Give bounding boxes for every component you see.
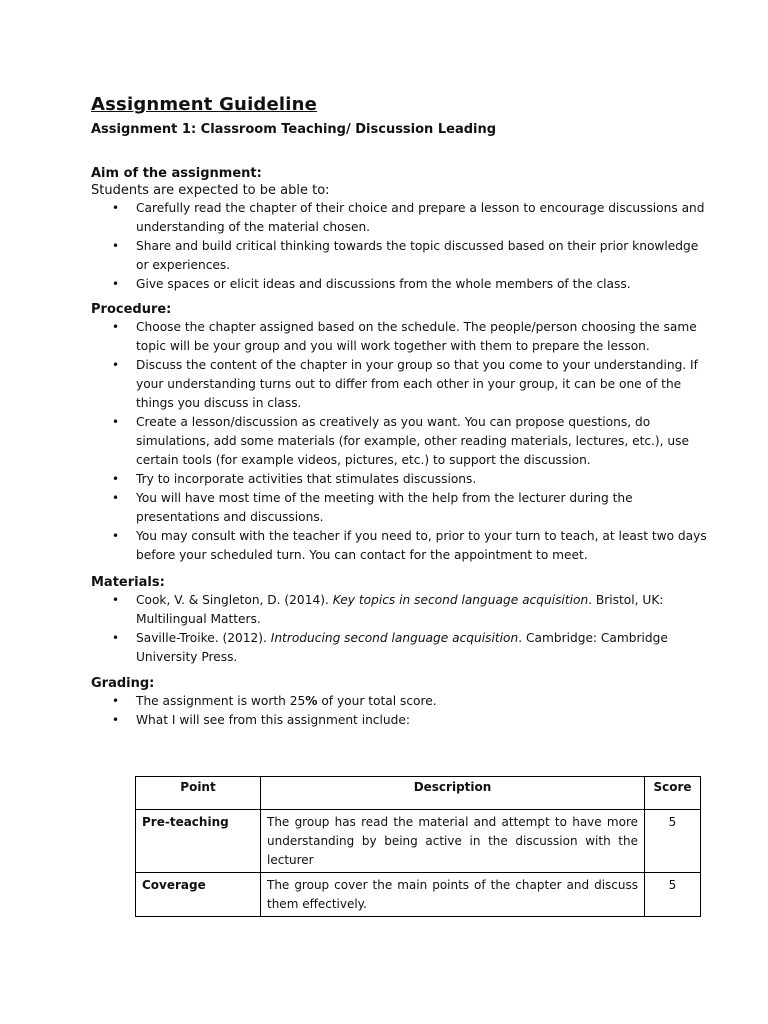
- reference-item: [91, 591, 708, 629]
- procedure-item: • Create a lesson/discussion as creatively as you want. You can propose questions, do simulations, add some materials (for example, other reading materials, lectures, etc.), use certain tools (for example videos, pictures, etc.) to support the discussion.: [91, 413, 708, 470]
- procedure-heading: Procedure:: [91, 302, 172, 317]
- grading-heading: Grading:: [91, 676, 155, 691]
- reference-publisher: . Cambridge: Cambridge University Press.: [136, 631, 668, 664]
- procedure-item: • Discuss the content of the chapter in your group so that you come to your understanding. If your understanding turns out to differ from each other in your group, it can be one of the things you discuss in class.: [91, 356, 708, 413]
- table-row: [136, 873, 701, 917]
- reference-item: [91, 629, 708, 667]
- point-column-header: Point: [136, 777, 261, 810]
- description-cell: The group has read the material and attempt to have more understanding by being active in the discussion with the lecturer: [261, 810, 645, 873]
- rubric-header-row: [136, 777, 701, 810]
- description-column-header: Description: [261, 777, 645, 810]
- reference-authors: Saville-Troike. (2012).: [136, 631, 271, 645]
- materials-list: [91, 591, 708, 667]
- procedure-section: [91, 301, 708, 565]
- table-row: [136, 810, 701, 873]
- procedure-item: • Choose the chapter assigned based on the schedule. The people/person choosing the same topic will be your group and you will work together with them to prepare the lesson.: [91, 318, 708, 356]
- grading-weight-text: The assignment is worth 25: [136, 694, 306, 708]
- point-cell: Pre-teaching: [136, 810, 261, 873]
- grading-weight-suffix: of your total score.: [317, 694, 437, 708]
- procedure-item: • You will have most time of the meeting with the help from the lecturer during the presentations and discussions.: [91, 489, 708, 527]
- procedure-list: [91, 318, 708, 565]
- grading-list: [91, 692, 708, 730]
- score-cell: 5: [645, 810, 701, 873]
- grading-item: [91, 692, 708, 711]
- aim-section: [91, 165, 708, 294]
- document-title: Assignment Guideline: [91, 94, 318, 115]
- grading-section: [91, 675, 708, 730]
- reference-publisher: . Bristol, UK: Multilingual Matters.: [136, 593, 664, 626]
- rubric-table: [135, 776, 701, 917]
- aim-heading: Aim of the assignment:: [91, 166, 262, 181]
- description-cell: The group cover the main points of the chapter and discuss them effectively.: [261, 873, 645, 917]
- score-column-header: Score: [645, 777, 701, 810]
- percent-sign: %: [305, 694, 318, 708]
- aim-item: • Share and build critical thinking towards the topic discussed based on their prior knowledge or experiences.: [91, 237, 708, 275]
- reference-book-title: Key topics in second language acquisition: [332, 593, 589, 607]
- grading-item: • What I will see from this assignment include:: [91, 711, 708, 730]
- materials-section: [91, 574, 708, 667]
- procedure-item: • You may consult with the teacher if you need to, prior to your turn to teach, at least two days before your scheduled turn. You can contact for the appointment to meet.: [91, 527, 708, 565]
- reference-book-title: Introducing second language acquisition: [270, 631, 519, 645]
- aim-item: • Carefully read the chapter of their choice and prepare a lesson to encourage discussions and understanding of the material chosen.: [91, 199, 708, 237]
- reference-authors: Cook, V. & Singleton, D. (2014).: [136, 593, 333, 607]
- aim-list: [91, 199, 708, 294]
- assignment-subtitle: Assignment 1: Classroom Teaching/ Discussion Leading: [91, 122, 497, 137]
- aim-item: • Give spaces or elicit ideas and discussions from the whole members of the class.: [91, 275, 708, 294]
- point-cell: Coverage: [136, 873, 261, 917]
- materials-heading: Materials:: [91, 575, 165, 590]
- score-cell: 5: [645, 873, 701, 917]
- aim-intro: Students are expected to be able to:: [91, 183, 330, 198]
- procedure-item: • Try to incorporate activities that stimulates discussions.: [91, 470, 708, 489]
